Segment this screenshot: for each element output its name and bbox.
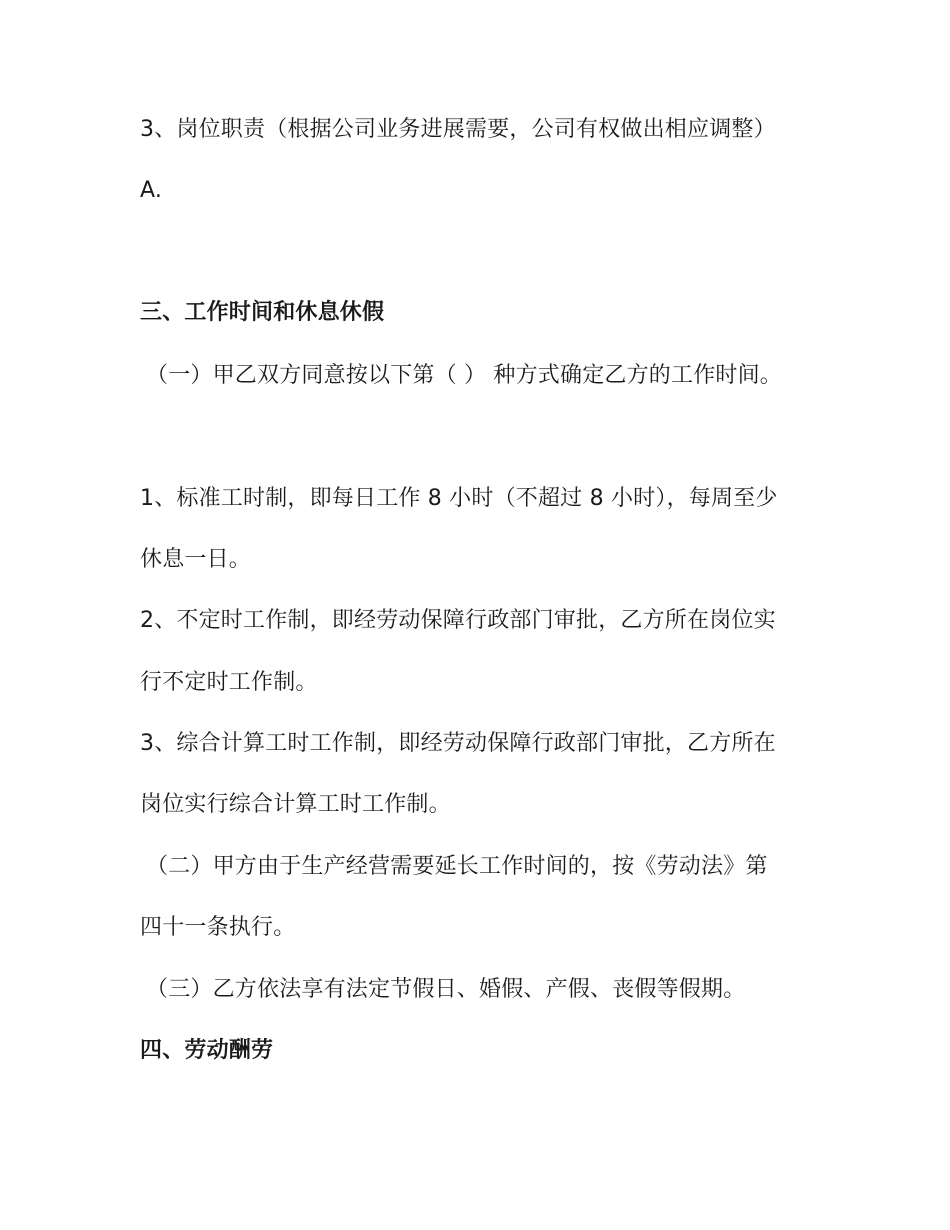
- clause-one-line: （一）甲乙双方同意按以下第（ ） 种方式确定乙方的工作时间。: [146, 363, 782, 388]
- flexible-hours-line-1: 2、不定时工作制，即经劳动保障行政部门审批，乙方所在岗位实: [140, 608, 776, 633]
- clause-three-line: （三）乙方依法享有法定节假日、婚假、产假、丧假等假期。: [146, 977, 746, 1002]
- item-a-line: A.: [140, 178, 163, 203]
- flexible-hours-line-2: 行不定时工作制。: [140, 670, 318, 695]
- standard-hours-line-2: 休息一日。: [140, 547, 252, 572]
- section-four-heading: 四、劳动酬劳: [140, 1038, 274, 1063]
- clause-two-line-1: （二）甲方由于生产经营需要延长工作时间的，按《劳动法》第: [146, 854, 768, 879]
- comprehensive-hours-line-2: 岗位实行综合计算工时工作制。: [140, 792, 451, 817]
- comprehensive-hours-line-1: 3、综合计算工时工作制，即经劳动保障行政部门审批，乙方所在: [140, 731, 776, 756]
- clause-two-line-2: 四十一条执行。: [140, 915, 296, 940]
- job-duties-line: 3、岗位职责（根据公司业务进展需要，公司有权做出相应调整）: [140, 117, 776, 142]
- standard-hours-line-1: 1、标准工时制，即每日工作 8 小时（不超过 8 小时），每周至少: [140, 486, 778, 511]
- section-three-heading: 三、工作时间和休息休假: [140, 300, 385, 325]
